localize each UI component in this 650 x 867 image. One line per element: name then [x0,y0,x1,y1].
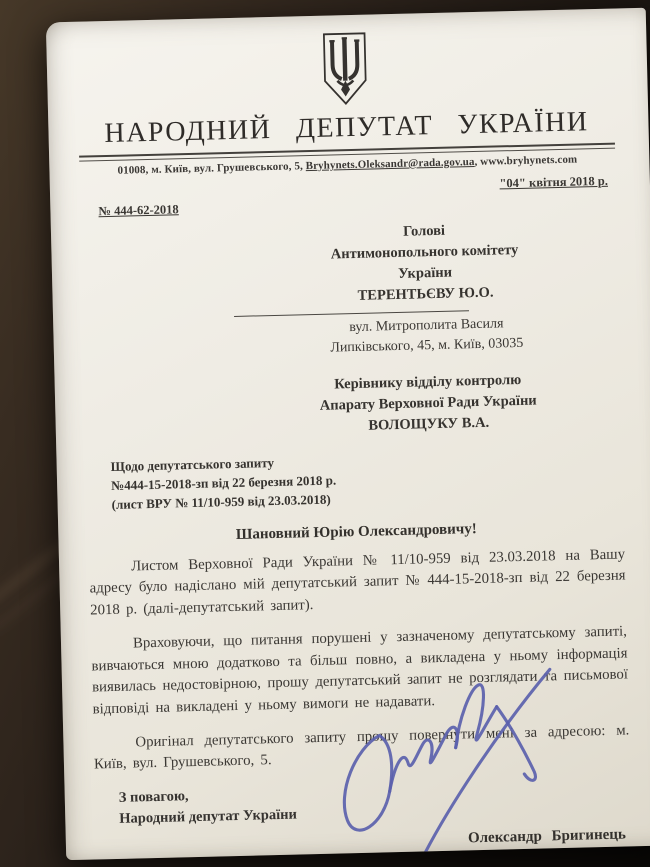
subject-line: №444-15-2018-зп від 22 березня 2018 р. [110,472,337,494]
subject-line: Щодо депутатського запиту [110,455,275,475]
recipient-block-antimonopoly [269,217,581,309]
salutation: Шановний Юрію Олександровичу! [235,520,477,543]
letterhead-email: Bryhynets.Oleksandr@rada.gov.ua [305,156,475,173]
recipient-line: ТЕРЕНТЬЄВУ Ю.О. [357,284,494,304]
closing-block [119,775,632,830]
recipient-line: Керівнику відділу контролю [334,372,522,393]
recipient-address-line: вул. Митрополита Василя [349,316,504,336]
recipient-line: ВОЛОЩУКУ В.А. [368,415,490,434]
recipient-address-line: Липківського, 45, м. Київ, 03035 [330,335,524,356]
body-paragraph: Листом Верховної Ради України № 11/10-959 від 23.03.2018 на Вашу адресу було надіслано мій депутатський запит № 444-15-2018-зп від 22 березня 2018 р. (далі-депутатський запит). [89,546,626,619]
valediction: З повагою, [118,788,189,806]
recipient-line: Апарату Верховної Ради України [319,392,537,415]
sender-name: Олександр Бригинець [467,826,627,847]
ukraine-trident-emblem-icon [316,30,374,107]
letterhead-title: НАРОДНИЙ ДЕПУТАТ УКРАЇНИ [104,106,589,150]
letterhead-address-suffix: , www.bryhynets.com [474,153,578,169]
body-paragraph: Враховуючи, що питання порушені у зазначеному депутатському запиті, вивчаються мною додатково та більш повно, а викладена у ньому інформація виявилась недостовірною, прошу депутатський запит не розглядати та письмової відповіді на викладені у ньому вимоги не надавати. [91,623,629,718]
recipient-line: Антимонопольного комітету [330,241,519,263]
letter-paper [46,8,650,860]
body-paragraph: Оригінал депутатського запиту прошу повернути мені за адресою: м. Київ, вул. Грушевського, 5. [93,722,630,773]
recipient-line: Голові [402,222,446,240]
reference-and-date-row [80,174,617,220]
recipient-line: України [397,264,453,282]
reference-number: № 444-62-2018 [98,202,179,219]
recipient-address-block [271,313,582,360]
sender-title: Народний депутат України [119,806,298,827]
subject-block [110,446,623,515]
letter-date: "04" квітня 2018 р. [499,173,609,191]
recipient-block-rada-apparatus [273,369,584,440]
subject-line: (лист ВРУ № 11/10-959 від 23.03.2018) [111,491,331,512]
letterhead-address-prefix: 01008, м. Київ, вул. Грушевського, 5, [117,160,306,177]
